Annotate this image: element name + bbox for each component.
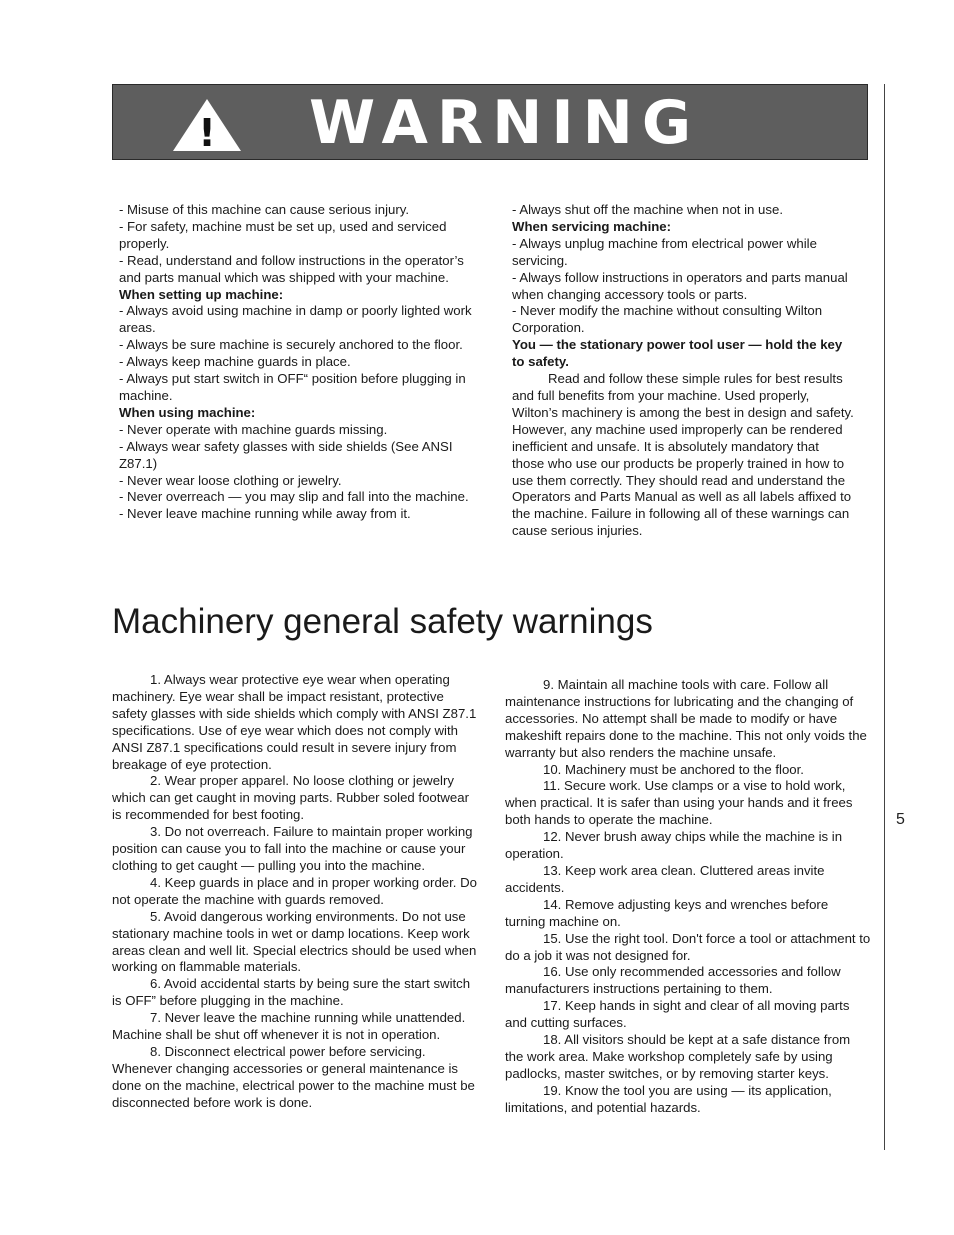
safety-rule: 13. Keep work area clean. Cluttered areas invite accidents.	[505, 862, 825, 895]
rules-left-column	[112, 672, 478, 1112]
warning-item: - For safety, machine must be set up, used and serviced properly.	[119, 218, 447, 251]
warning-item: - Always put start switch in OFF“ position before plugging in machine.	[119, 371, 466, 403]
safety-rule: 8. Disconnect electrical power before servicing. Whenever changing accessories or general maintenance is done on the machine, electrical power to the machine must be disconnected before work is done.	[112, 1043, 475, 1110]
warning-item: - Always unplug machine from electrical power while servicing.	[512, 235, 817, 268]
banner-title: WARNING	[309, 88, 701, 158]
warning-item: - Never leave machine running while away from it.	[119, 506, 411, 522]
warning-item: - Never modify the machine without consulting Wilton Corporation.	[512, 303, 823, 336]
warning-item: - Always keep machine guards in place.	[119, 354, 351, 370]
warning-item: Read and follow these simple rules for best results and full benefits from your machine. Used properly, Wilton’s machinery is among the best in design and safety. However, any machine used improperly can be rendered inefficient and unsafe. It is absolutely mandatory that those who use our products be properly trained in how to use them correctly. They should read and understand the Operators and Parts Manual as well as all labels affixed to the machine. Failure in following all of these warnings can cause serious injuries.	[512, 371, 854, 539]
safety-rule: 3. Do not overreach. Failure to maintain proper working position can cause you to fall into the machine or cause your clothing to get caught — pulling you into the machine.	[112, 824, 473, 873]
margin-rule	[884, 84, 885, 1150]
warning-heading: When servicing machine:	[512, 218, 672, 234]
warning-heading: When setting up machine:	[119, 286, 284, 302]
warning-item: - Always wear safety glasses with side shields (See ANSI Z87.1)	[119, 438, 453, 471]
safety-rule: 19. Know the tool you are using — its application, limitations, and potential hazards.	[505, 1082, 832, 1115]
safety-rule: 11. Secure work. Use clamps or a vise to hold work, when practical. It is safer than using your hands and it frees both hands to operate the machine.	[505, 778, 853, 828]
warning-heading: When using machine:	[119, 404, 256, 420]
safety-rule: 6. Avoid accidental starts by being sure the start switch is OFF” before plugging in the machine.	[112, 976, 471, 1009]
safety-rule: 16. Use only recommended accessories and follow manufacturers instructions pertaining to them.	[505, 964, 841, 997]
safety-rule: 10. Machinery must be anchored to the floor.	[543, 761, 804, 777]
warning-item: - Always follow instructions in operators and parts manual when changing accessory tools or parts.	[512, 269, 848, 302]
safety-rule: 15. Use the right tool. Don't force a tool or attachment to do a job it was not designed for.	[505, 930, 871, 963]
safety-rule: 18. All visitors should be kept at a safe distance from the work area. Make workshop completely safe by using padlocks, master switches, or by removing starter keys.	[505, 1032, 851, 1081]
safety-rule: 4. Keep guards in place and in proper working order. Do not operate the machine with guards removed.	[112, 874, 477, 907]
warning-item: - Never wear loose clothing or jewelry.	[119, 472, 342, 488]
rules-right-column	[505, 677, 871, 1117]
warning-heading: You — the stationary power tool user — hold the key to safety.	[512, 337, 843, 370]
warning-item: - Never operate with machine guards missing.	[119, 421, 388, 437]
warning-triangle-icon	[171, 97, 243, 153]
safety-rule: 12. Never brush away chips while the machine is in operation.	[505, 829, 843, 862]
warning-item: - Always be sure machine is securely anchored to the floor.	[119, 337, 463, 353]
safety-rule: 17. Keep hands in sight and clear of all moving parts and cutting surfaces.	[505, 998, 850, 1031]
exclamation-glyph: !	[198, 111, 216, 153]
safety-rule: 9. Maintain all machine tools with care. Follow all maintenance instructions for lubricating and the changing of accessories. No attempt shall be made to modify or have makeshift repairs done to the machine. This not only voids the warranty but also renders the machine unsafe.	[505, 677, 867, 760]
safety-rule: 5. Avoid dangerous working environments. Do not use stationary machine tools in wet or damp locations. Keep work areas clean and well lit. Special electrics should be used when working on flammable materials.	[112, 908, 477, 975]
safety-rule: 14. Remove adjusting keys and wrenches before turning machine on.	[505, 896, 829, 929]
warning-item: - Always shut off the machine when not in use.	[512, 202, 783, 217]
warning-item: - Misuse of this machine can cause serious injury.	[119, 202, 410, 217]
warning-banner	[112, 84, 868, 160]
page-number: 5	[896, 811, 905, 828]
safety-rule: 1. Always wear protective eye wear when operating machinery. Eye wear shall be impact resistant, protective safety glasses with side shields which comply with ANSI Z87.1 specifications. Use of eye wear which does not comply with ANSI Z87.1 specifications could result in severe injury from breakage of eye protection.	[112, 672, 477, 772]
warning-item: - Read, understand and follow instructions in the operator’s and parts manual which was shipped with your machine.	[119, 252, 464, 285]
warnings-left-column	[119, 202, 479, 523]
warning-item: - Never overreach — you may slip and fall into the machine.	[119, 489, 469, 505]
safety-rule: 2. Wear proper apparel. No loose clothing or jewelry which can get caught in moving parts. Rubber soled footwear is recommended for best footing.	[112, 773, 469, 823]
safety-rule: 7. Never leave the machine running while unattended. Machine shall be shut off whenever it is not in operation.	[112, 1010, 466, 1043]
warning-item: - Always avoid using machine in damp or poorly lighted work areas.	[119, 303, 472, 336]
section-title: Machinery general safety warnings	[112, 602, 653, 641]
warnings-right-column	[512, 202, 854, 540]
